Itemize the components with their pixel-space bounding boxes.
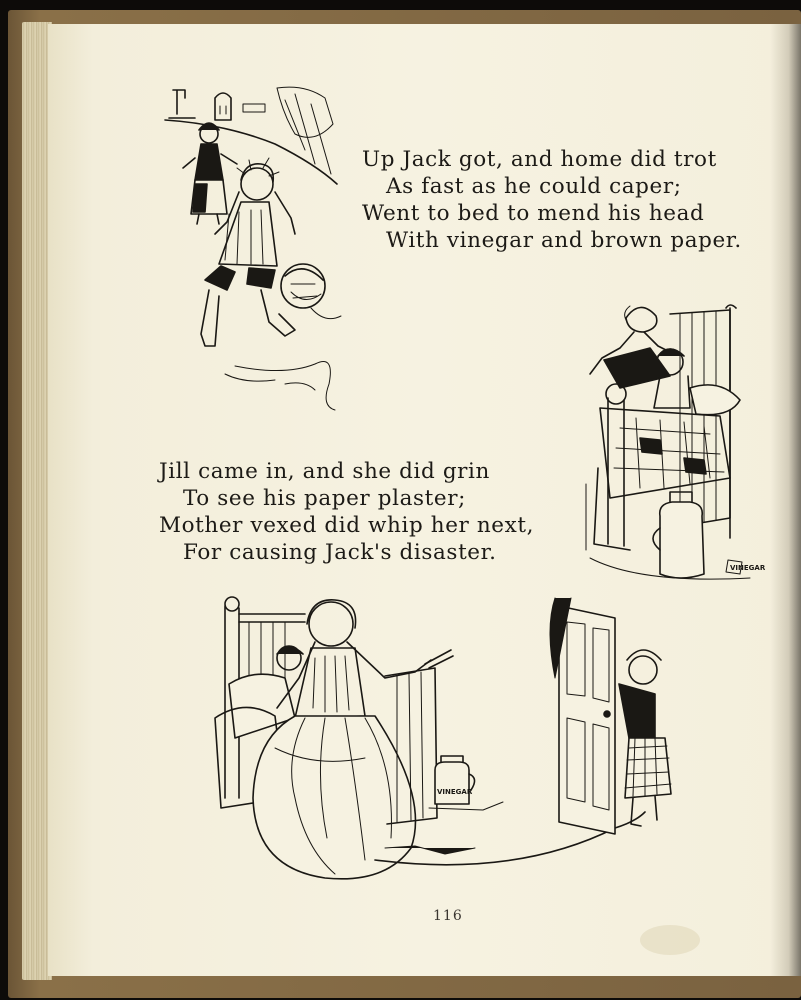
- stanza-1: [362, 146, 742, 254]
- stanza-line: For causing Jack's disaster.: [183, 540, 497, 565]
- illustration-jack-in-bed: [580, 288, 766, 588]
- stanza-line: Jill came in, and she did grin: [159, 459, 490, 484]
- stanza-line: Mother vexed did whip her next,: [159, 513, 535, 538]
- vinegar-label: VINEGAR: [437, 788, 473, 796]
- stanza-line: With vinegar and brown paper.: [386, 228, 742, 253]
- stanza-2: [159, 458, 534, 566]
- page-number: 116: [433, 908, 463, 924]
- illustration-jack-running: [165, 84, 345, 414]
- stanza-line: Up Jack got, and home did trot: [362, 147, 717, 172]
- stanza-line: Went to bed to mend his head: [362, 201, 705, 226]
- illustration-mother-and-jill: [215, 598, 685, 888]
- stanza-line: As fast as he could caper;: [386, 174, 682, 199]
- stanza-line: To see his paper plaster;: [183, 486, 466, 511]
- vinegar-label-small: VINEGAR: [730, 564, 766, 572]
- paper-stain: [640, 925, 700, 955]
- spine-shadow: [770, 24, 801, 976]
